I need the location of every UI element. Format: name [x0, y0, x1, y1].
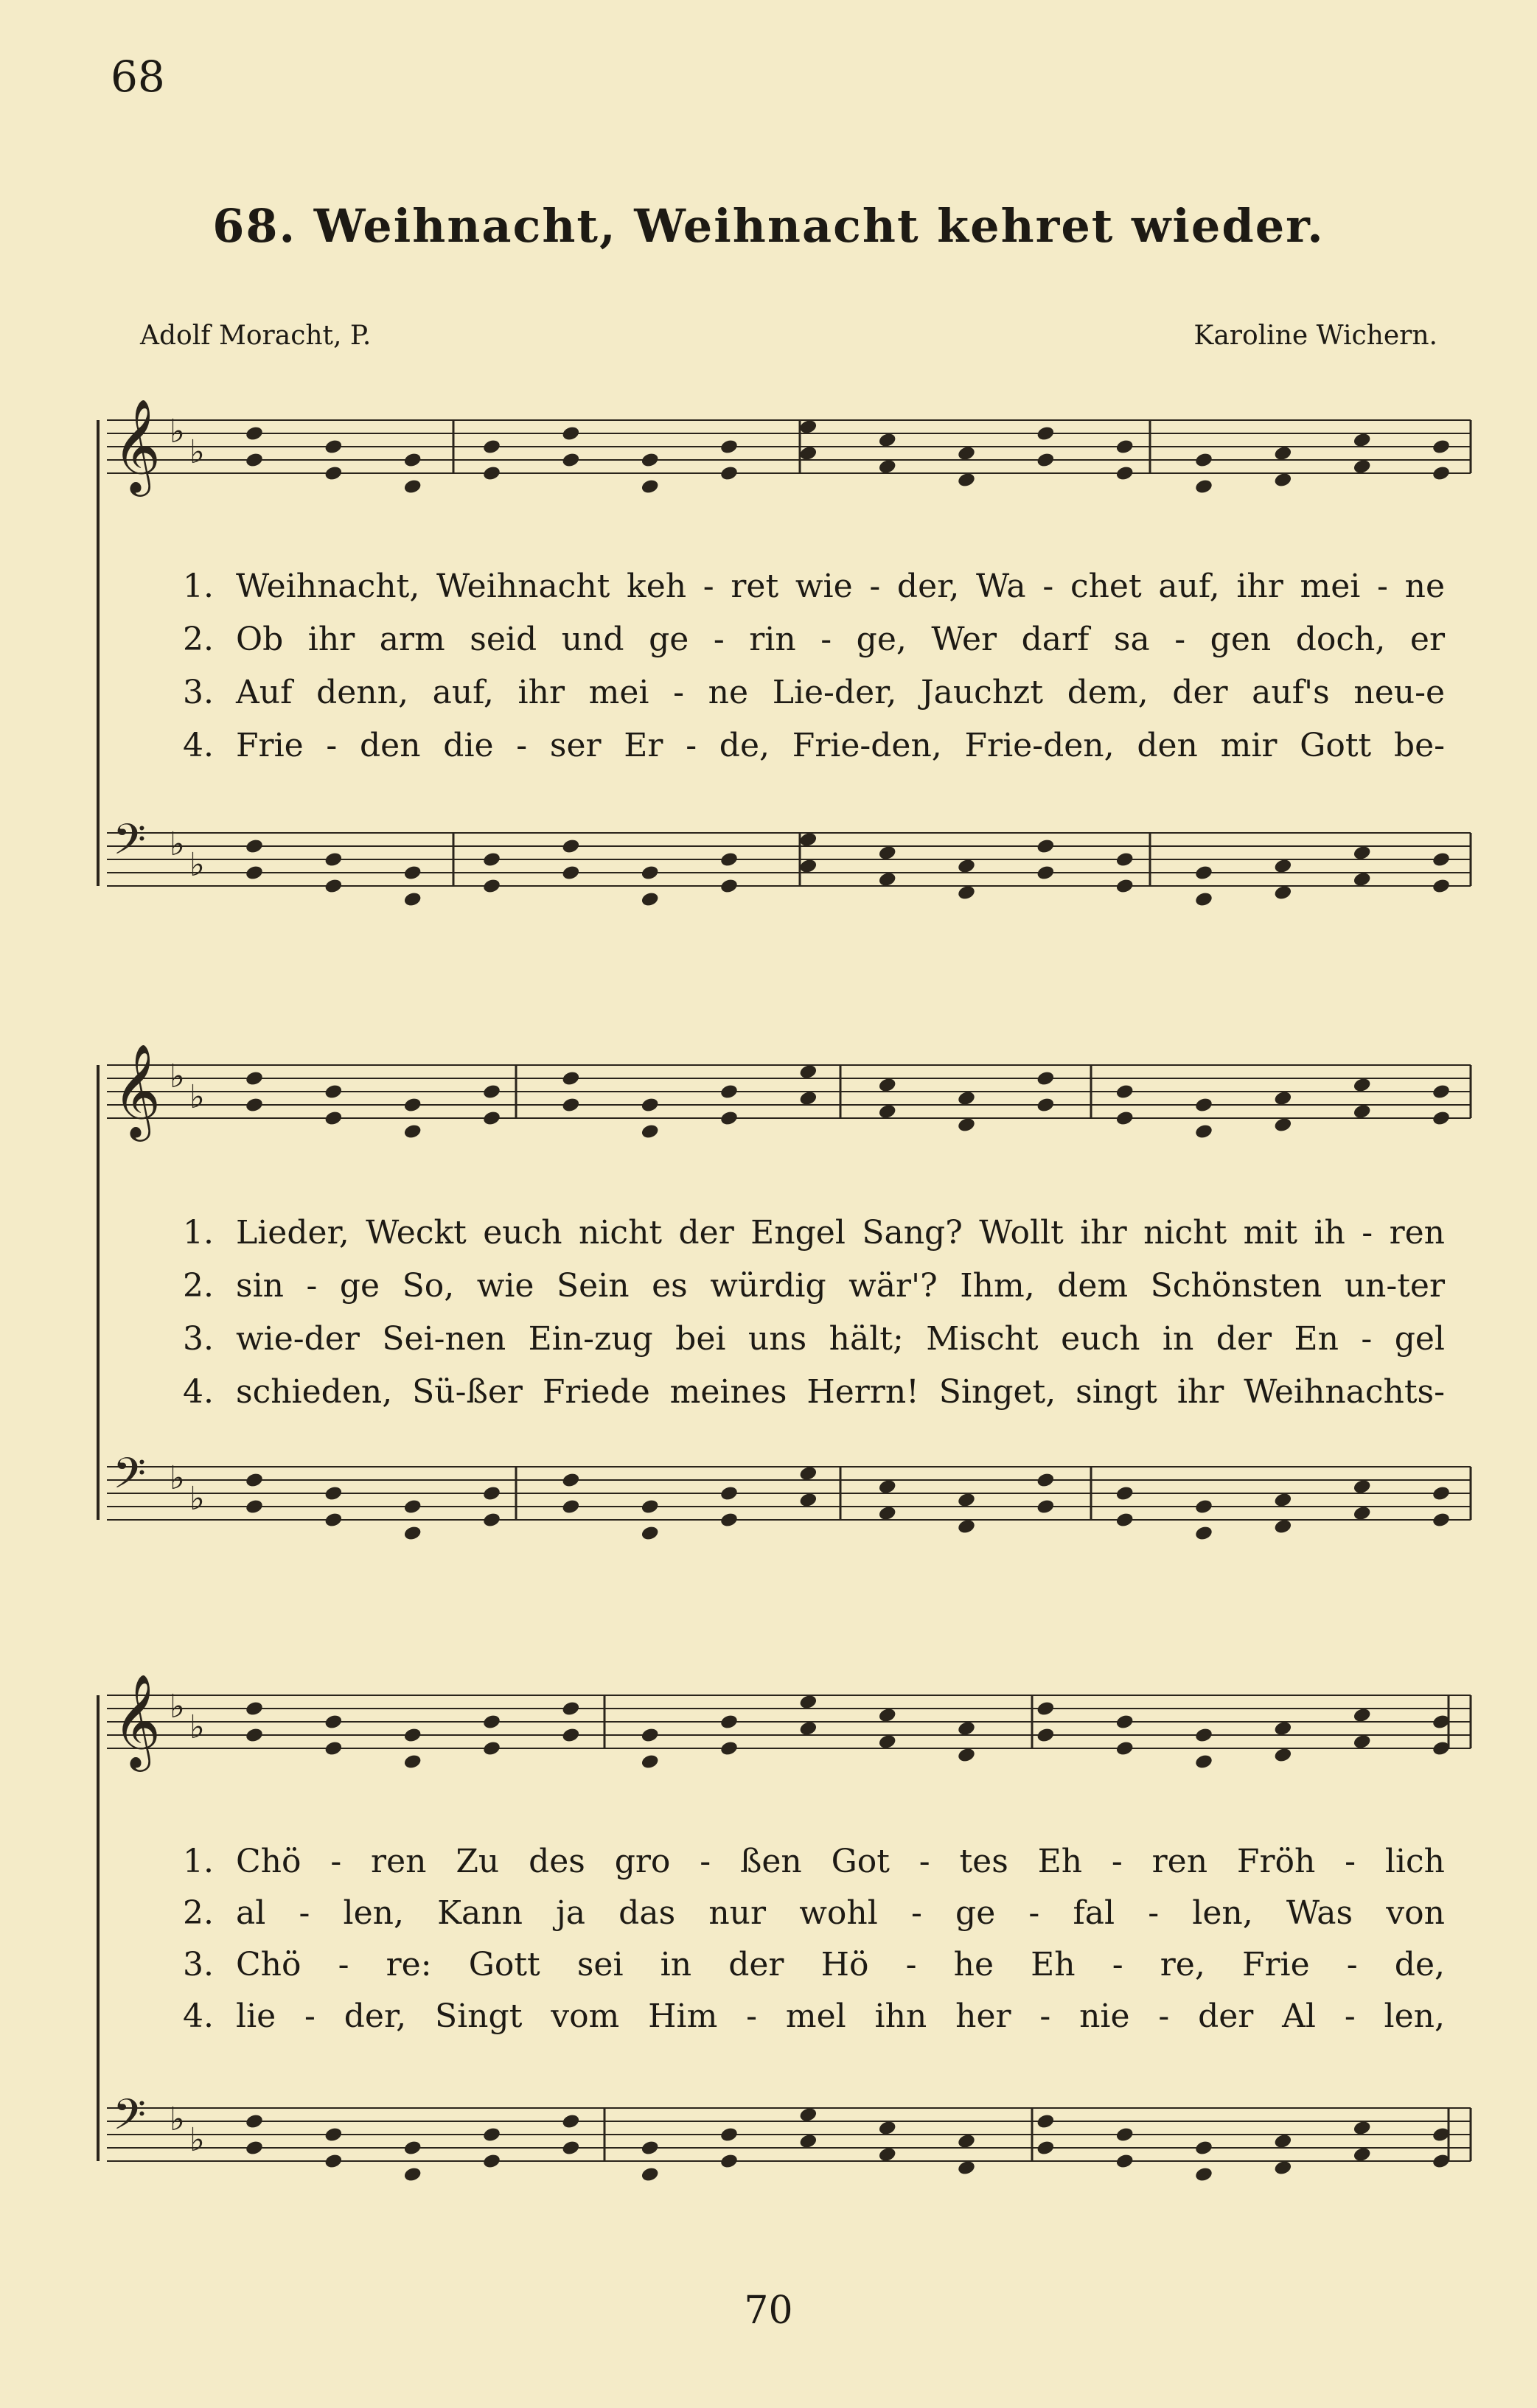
- note-head: [482, 439, 501, 456]
- note-head: [719, 2153, 739, 2170]
- treble-clef-icon: 𝄞: [113, 1673, 161, 1767]
- flat-icon: ♭: [189, 846, 205, 884]
- note-head: [1194, 1097, 1213, 1114]
- note-head: [403, 1727, 422, 1744]
- note-head: [324, 878, 343, 895]
- note-head: [561, 452, 580, 469]
- note-head: [1036, 865, 1055, 882]
- note-head: [719, 1083, 739, 1100]
- note-head: [403, 452, 422, 469]
- note-head: [1036, 1700, 1055, 1717]
- note-head: [719, 878, 739, 895]
- note-head: [798, 1090, 818, 1107]
- note-head: [878, 2146, 897, 2163]
- note-head: [1036, 452, 1055, 469]
- note-head: [1432, 878, 1451, 895]
- note-head: [482, 2153, 501, 2170]
- note-head: [324, 2126, 343, 2143]
- note-head: [1273, 858, 1292, 875]
- note-head: [324, 1485, 343, 1502]
- note-head: [561, 1700, 580, 1717]
- note-head: [878, 1077, 897, 1094]
- note-head: [1273, 1090, 1292, 1107]
- note-head: [719, 1512, 739, 1529]
- note-head: [482, 851, 501, 868]
- note-head: [957, 2133, 976, 2150]
- note-head: [561, 865, 580, 882]
- note-head: [798, 1694, 818, 1711]
- note-head: [482, 1485, 501, 1502]
- note-head: [957, 1518, 976, 1535]
- note-head: [719, 2126, 739, 2143]
- note-head: [719, 1714, 739, 1731]
- note-head: [1273, 472, 1292, 489]
- note-head: [1353, 1707, 1372, 1724]
- note-head: [403, 1525, 422, 1542]
- note-head: [1194, 891, 1213, 908]
- note-head: [957, 445, 976, 462]
- note-head: [1273, 1492, 1292, 1509]
- note-head: [1036, 2140, 1055, 2157]
- verse-number: 1.: [183, 1214, 214, 1252]
- verse-text: Weihnacht, Weihnacht keh - ret wie - der, Wa - chet auf, ihr mei - ne: [236, 568, 1445, 605]
- verse-number: 1.: [183, 568, 214, 605]
- note-head: [957, 1117, 976, 1134]
- composer-credit: Adolf Moracht, P.: [140, 321, 372, 351]
- flat-icon: ♭: [170, 1058, 185, 1095]
- note-head: [641, 865, 660, 882]
- note-head: [403, 1498, 422, 1515]
- note-head: [561, 1097, 580, 1114]
- note-head: [957, 1090, 976, 1107]
- note-head: [641, 2166, 660, 2183]
- note-head: [719, 439, 739, 456]
- note-head: [482, 465, 501, 482]
- note-head: [1194, 1525, 1213, 1542]
- note-head: [1194, 452, 1213, 469]
- note-head: [561, 2113, 580, 2130]
- note-head: [1115, 2126, 1135, 2143]
- note-head: [324, 465, 343, 482]
- verse-text: wie-der Sei-nen Ein-zug bei uns hält; Mischt euch in der En - gel: [236, 1320, 1445, 1358]
- note-head: [403, 865, 422, 882]
- note-head: [641, 1525, 660, 1542]
- note-head: [957, 1720, 976, 1737]
- note-head: [1432, 1110, 1451, 1127]
- note-head: [324, 439, 343, 456]
- note-head: [798, 831, 818, 848]
- note-head: [798, 1492, 818, 1509]
- note-head: [798, 445, 818, 462]
- verse-text: sin - ge So, wie Sein es würdig wär'? Ihm, dem Schönsten un-ter: [236, 1267, 1445, 1305]
- verse-text: Chö - ren Zu des gro - ßen Got - tes Eh - ren Fröh - lich: [236, 1843, 1445, 1880]
- note-head: [1353, 2146, 1372, 2163]
- note-head: [482, 1512, 501, 1529]
- verse-number: 1.: [183, 1843, 214, 1880]
- note-head: [1273, 2133, 1292, 2150]
- note-head: [245, 1498, 264, 1515]
- page-number: 68: [111, 52, 165, 102]
- flat-icon: ♭: [170, 826, 185, 863]
- note-head: [641, 452, 660, 469]
- note-head: [1273, 1117, 1292, 1134]
- verse-text: Auf denn, auf, ihr mei - ne Lie-der, Jauchzt dem, der auf's neu-e: [236, 674, 1445, 711]
- note-head: [719, 1740, 739, 1757]
- flat-icon: ♭: [170, 2101, 185, 2138]
- note-head: [1353, 458, 1372, 475]
- note-head: [1194, 1727, 1213, 1744]
- footer-number: 70: [744, 2289, 793, 2333]
- note-head: [324, 1110, 343, 1127]
- note-head: [324, 1512, 343, 1529]
- note-head: [482, 1110, 501, 1127]
- verse-number: 2.: [183, 1894, 214, 1932]
- note-head: [245, 2113, 264, 2130]
- note-head: [1353, 2120, 1372, 2137]
- note-head: [245, 425, 264, 442]
- note-head: [1194, 478, 1213, 495]
- note-head: [798, 419, 818, 436]
- note-head: [641, 1498, 660, 1515]
- verse-text: Frie - den die - ser Er - de, Frie-den, Frie-den, den mir Gott be-: [236, 727, 1445, 764]
- verse-number: 4.: [183, 1997, 214, 2035]
- note-head: [641, 891, 660, 908]
- note-head: [1353, 845, 1372, 862]
- note-head: [1036, 1498, 1055, 1515]
- note-head: [245, 2140, 264, 2157]
- note-head: [561, 2140, 580, 2157]
- note-head: [1432, 465, 1451, 482]
- note-head: [957, 1492, 976, 1509]
- note-head: [482, 2126, 501, 2143]
- note-head: [1036, 1097, 1055, 1114]
- note-head: [403, 891, 422, 908]
- note-head: [482, 1740, 501, 1757]
- verse-number: 3.: [183, 1946, 214, 1983]
- note-head: [798, 858, 818, 875]
- note-head: [1115, 1110, 1135, 1127]
- note-head: [1194, 865, 1213, 882]
- flat-icon: ♭: [189, 1480, 205, 1518]
- note-head: [1036, 1472, 1055, 1489]
- note-head: [1194, 1123, 1213, 1140]
- note-head: [1273, 2160, 1292, 2177]
- note-head: [1115, 1714, 1135, 1731]
- note-head: [1273, 1518, 1292, 1535]
- note-head: [1194, 1498, 1213, 1515]
- flat-icon: ♭: [189, 2121, 205, 2159]
- note-head: [403, 1123, 422, 1140]
- treble-clef-icon: 𝄞: [113, 1043, 161, 1137]
- hymn-title: 68. Weihnacht, Weihnacht kehret wieder.: [212, 199, 1325, 253]
- note-head: [245, 1472, 264, 1489]
- bass-clef-icon: 𝄢: [113, 2090, 147, 2150]
- note-head: [324, 1714, 343, 1731]
- verse-text: Lieder, Weckt euch nicht der Engel Sang? Wollt ihr nicht mit ih - ren: [236, 1214, 1445, 1252]
- note-head: [561, 1727, 580, 1744]
- note-head: [719, 465, 739, 482]
- note-head: [878, 458, 897, 475]
- note-head: [482, 878, 501, 895]
- note-head: [324, 1740, 343, 1757]
- verse-number: 2.: [183, 1267, 214, 1305]
- verse-number: 2.: [183, 621, 214, 658]
- note-head: [957, 2160, 976, 2177]
- verse-number: 3.: [183, 1320, 214, 1358]
- note-head: [1432, 1485, 1451, 1502]
- note-head: [561, 838, 580, 855]
- note-head: [878, 845, 897, 862]
- note-head: [1353, 1479, 1372, 1496]
- note-head: [878, 871, 897, 888]
- note-head: [1353, 1505, 1372, 1522]
- note-head: [1036, 1727, 1055, 1744]
- note-head: [798, 2107, 818, 2123]
- note-head: [324, 1083, 343, 1100]
- note-head: [245, 838, 264, 855]
- note-head: [1432, 1083, 1451, 1100]
- flat-icon: ♭: [189, 1078, 205, 1116]
- note-head: [1353, 871, 1372, 888]
- note-head: [245, 452, 264, 469]
- treble-clef-icon: 𝄞: [113, 398, 161, 492]
- note-head: [641, 478, 660, 495]
- note-head: [1115, 878, 1135, 895]
- note-head: [245, 1097, 264, 1114]
- note-head: [245, 1700, 264, 1717]
- note-head: [719, 851, 739, 868]
- note-head: [324, 851, 343, 868]
- note-head: [878, 1734, 897, 1751]
- note-head: [403, 1097, 422, 1114]
- author-credit: Karoline Wichern.: [1193, 321, 1437, 351]
- note-head: [1353, 1077, 1372, 1094]
- flat-icon: ♭: [170, 1688, 185, 1725]
- flat-icon: ♭: [170, 413, 185, 450]
- note-head: [878, 1505, 897, 1522]
- verse-number: 3.: [183, 674, 214, 711]
- note-head: [1194, 2140, 1213, 2157]
- note-head: [561, 1070, 580, 1087]
- note-head: [719, 1485, 739, 1502]
- flat-icon: ♭: [189, 1709, 205, 1746]
- note-head: [1115, 439, 1135, 456]
- note-head: [403, 478, 422, 495]
- note-head: [403, 2140, 422, 2157]
- note-head: [1115, 465, 1135, 482]
- note-head: [1036, 838, 1055, 855]
- note-head: [482, 1714, 501, 1731]
- note-head: [561, 1472, 580, 1489]
- note-head: [1115, 851, 1135, 868]
- note-head: [1432, 1512, 1451, 1529]
- note-head: [1353, 1734, 1372, 1751]
- bass-clef-icon: 𝄢: [113, 1448, 147, 1509]
- note-head: [403, 2166, 422, 2183]
- note-head: [641, 1727, 660, 1744]
- verse-text: Chö - re: Gott sei in der Hö - he Eh - re, Frie - de,: [236, 1946, 1445, 1983]
- flat-icon: ♭: [189, 433, 205, 471]
- note-head: [798, 1064, 818, 1081]
- note-head: [561, 1498, 580, 1515]
- note-head: [1432, 439, 1451, 456]
- note-head: [1194, 1753, 1213, 1770]
- note-head: [878, 1103, 897, 1120]
- note-head: [1432, 851, 1451, 868]
- note-head: [1115, 1740, 1135, 1757]
- note-head: [878, 2120, 897, 2137]
- verse-text: schieden, Sü-ßer Friede meines Herrn! Singet, singt ihr Weihnachts-: [236, 1373, 1445, 1411]
- verse-text: Ob ihr arm seid und ge - rin - ge, Wer darf sa - gen doch, er: [236, 621, 1445, 658]
- note-head: [641, 1753, 660, 1770]
- verse-text: lie - der, Singt vom Him - mel ihn her - nie - der Al - len,: [236, 1997, 1445, 2035]
- note-head: [1353, 1103, 1372, 1120]
- note-head: [1115, 2153, 1135, 2170]
- note-head: [1273, 1720, 1292, 1737]
- note-head: [482, 1083, 501, 1100]
- note-head: [1353, 432, 1372, 449]
- note-head: [719, 1110, 739, 1127]
- note-head: [1115, 1083, 1135, 1100]
- note-head: [245, 1727, 264, 1744]
- note-head: [1036, 2113, 1055, 2130]
- note-head: [1273, 445, 1292, 462]
- verse-number: 4.: [183, 1373, 214, 1411]
- note-head: [878, 1479, 897, 1496]
- note-head: [324, 2153, 343, 2170]
- note-head: [798, 2133, 818, 2150]
- note-head: [1036, 1070, 1055, 1087]
- note-head: [1036, 425, 1055, 442]
- note-head: [1194, 2166, 1213, 2183]
- note-head: [245, 865, 264, 882]
- note-head: [957, 858, 976, 875]
- note-head: [1273, 1747, 1292, 1764]
- flat-icon: ♭: [170, 1459, 185, 1497]
- note-head: [1115, 1512, 1135, 1529]
- note-head: [561, 425, 580, 442]
- note-head: [1273, 884, 1292, 901]
- note-head: [641, 2140, 660, 2157]
- note-head: [641, 1097, 660, 1114]
- verse-number: 4.: [183, 727, 214, 764]
- verse-text: al - len, Kann ja das nur wohl - ge - fal - len, Was von: [236, 1894, 1445, 1932]
- note-head: [878, 1707, 897, 1724]
- note-head: [641, 1123, 660, 1140]
- note-head: [957, 1747, 976, 1764]
- bass-clef-icon: 𝄢: [113, 814, 147, 875]
- note-head: [957, 884, 976, 901]
- note-head: [403, 1753, 422, 1770]
- note-head: [957, 472, 976, 489]
- note-head: [798, 1465, 818, 1482]
- note-head: [245, 1070, 264, 1087]
- note-head: [878, 432, 897, 449]
- note-head: [1115, 1485, 1135, 1502]
- note-head: [798, 1720, 818, 1737]
